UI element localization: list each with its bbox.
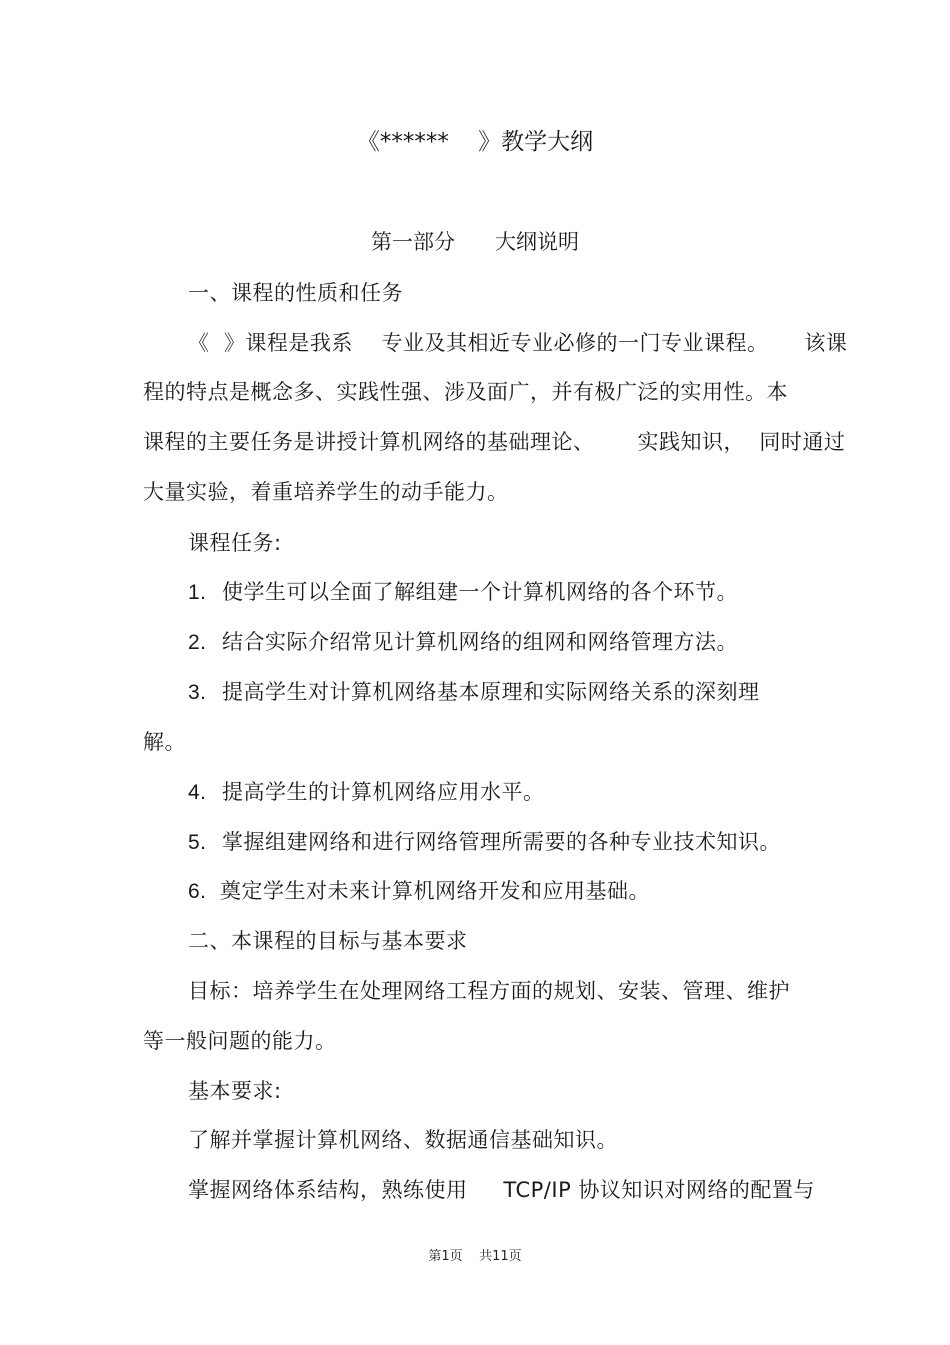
goal-line: 目标：培养学生在处理网络工程方面的规划、安装、管理、维护 (188, 979, 790, 1003)
page-footer: 第1页 共11页 (428, 1249, 522, 1264)
paragraph-line: 大量实验，着重培养学生的动手能力。 (143, 480, 509, 504)
task-number: 6. (188, 880, 207, 903)
task-item (188, 828, 781, 857)
section1-heading: 一、课程的性质和任务 (188, 281, 403, 305)
task-text: 使学生可以全面了解组建一个计算机网络的各个环节。 (222, 580, 738, 604)
task-item (188, 578, 738, 607)
task-text: 掌握组建网络和进行网络管理所需要的各种专业技术知识。 (222, 830, 781, 854)
paragraph-line: 课程的主要任务是讲授计算机网络的基础理论、 实践知识， 同时通过 (143, 430, 846, 454)
requirements-label: 基本要求: (188, 1079, 282, 1103)
section2-heading: 二、本课程的目标与基本要求 (188, 929, 468, 953)
task-number: 3. (188, 681, 207, 704)
task-item (188, 778, 545, 807)
task-item (188, 877, 650, 906)
task-number: 5. (188, 831, 207, 854)
task-text: 提高学生对计算机网络基本原理和实际网络关系的深刻理 (222, 680, 760, 704)
task-item (188, 628, 738, 657)
task-number: 1. (188, 581, 207, 604)
task-text: 结合实际介绍常见计算机网络的组网和网络管理方法。 (222, 630, 738, 654)
tasks-label: 课程任务: (188, 531, 282, 555)
task-text: 奠定学生对未来计算机网络开发和应用基础。 (220, 879, 650, 903)
paragraph-line: 程的特点是概念多、实践性强、涉及面广，并有极广泛的实用性。本 (143, 380, 788, 404)
task-number: 2. (188, 631, 207, 654)
paragraph-line: 《 》课程是我系 专业及其相近专业必修的一门专业课程。 该课 (188, 331, 848, 355)
task-item (188, 678, 760, 707)
requirement-line: 了解并掌握计算机网络、数据通信基础知识。 (188, 1128, 618, 1152)
requirement-line: 掌握网络体系结构，熟练使用 TCP/IP 协议知识对网络的配置与 (188, 1178, 815, 1202)
part-heading: 第一部分 大纲说明 (370, 230, 580, 254)
task-continuation: 解。 (143, 730, 186, 754)
goal-line: 等一般问题的能力。 (143, 1029, 337, 1053)
document-title: 《****** 》教学大纲 (356, 129, 594, 155)
task-text: 提高学生的计算机网络应用水平。 (222, 780, 545, 804)
task-number: 4. (188, 781, 207, 804)
